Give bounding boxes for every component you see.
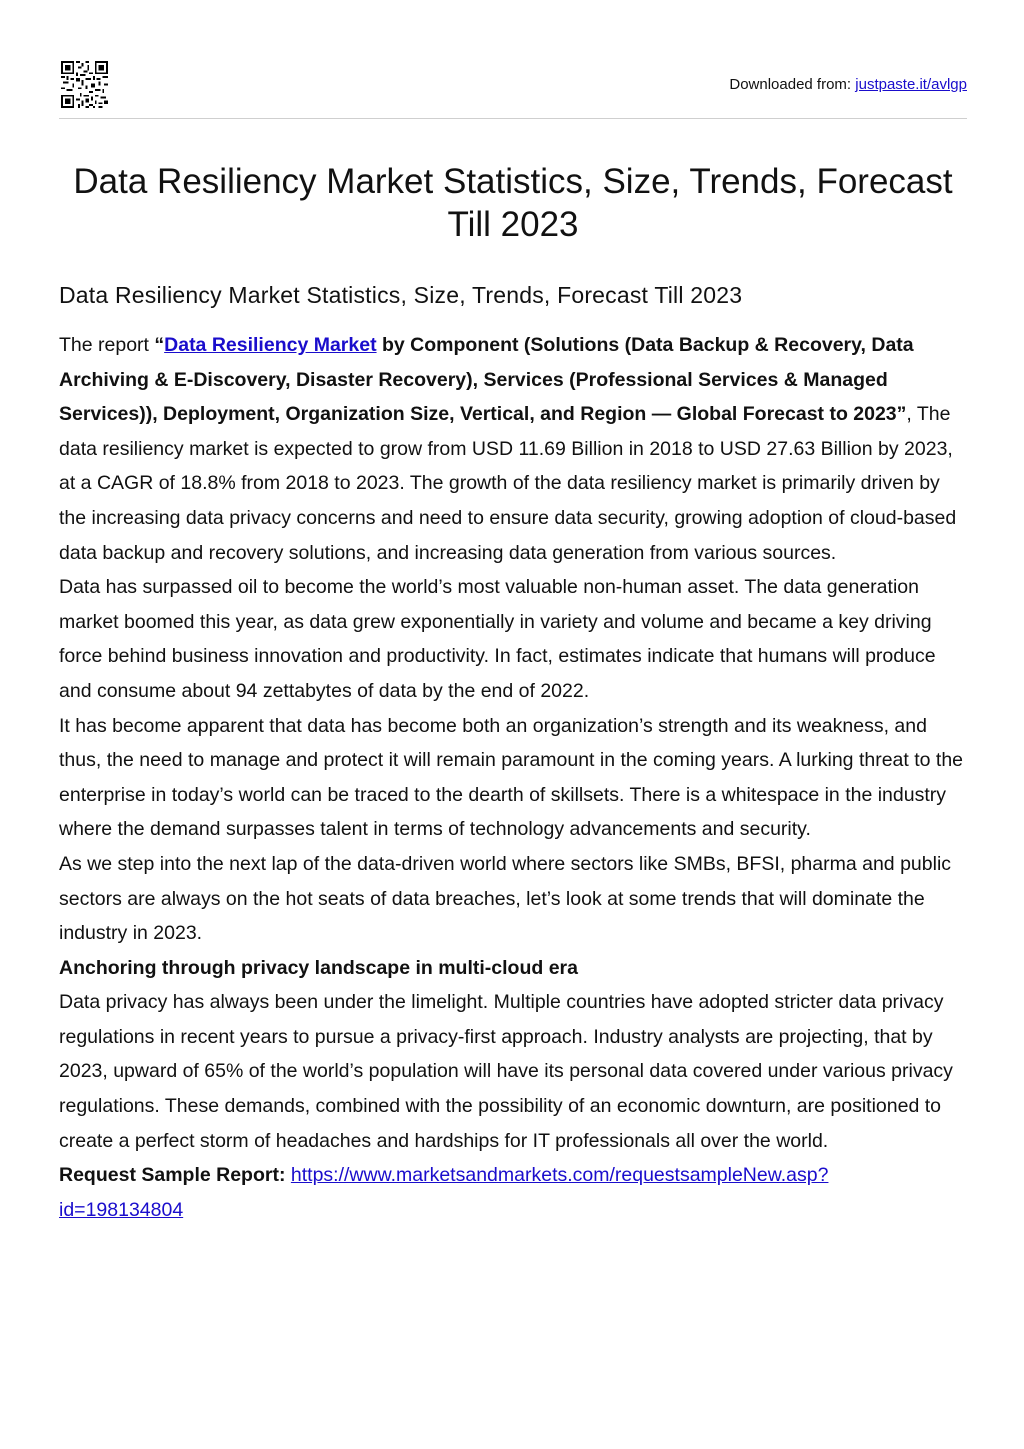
body-paragraph: Data has surpassed oil to become the world’s most valuable non-human asset. The data generation market boomed this year, as data grew exponentially in variety and volume and became a key driving force behind business innovation and productivity. In fact, estimates indicate that humans will produce and consume about 94 zettabytes of data by the end of 2022. (59, 576, 936, 702)
market-link[interactable] (164, 334, 376, 356)
article-body (59, 328, 971, 1227)
body-paragraph: It has become apparent that data has become both an organization’s strength and its weakness, and thus, the need to manage and protect it will remain paramount in the coming years. A lurking threat to the enterprise in today’s world can be traced to the dearth of skillsets. There is a whitespace in the industry where the demand surpasses talent in terms of technology advancements and security. (59, 714, 964, 841)
intro-lead: The report (59, 334, 155, 356)
market-link-text: Data Resiliency Market (164, 334, 377, 356)
body-paragraph: As we step into the next lap of the data-driven world where sectors like SMBs, BFSI, pharma and public sectors are always on the hot seats of data breaches, let’s look at some trends that will dominate the industry in 2023. (59, 852, 952, 945)
source-link[interactable]: justpaste.it/avlgp (855, 76, 967, 93)
report-title: by Component (Solutions (Data Backup & Recovery, Data Archiving & E-Discovery, Disaster Recovery), Services (Professional Services & Managed Services)), Deployment, Organization Size, Vertical, and Region — Global Forecast to 2023” (59, 334, 914, 426)
downloaded-from (729, 76, 967, 93)
request-sample (59, 1158, 971, 1227)
page-title: Data Resiliency Market Statistics, Size, Trends, Forecast Till 2023 (73, 162, 953, 244)
section-paragraph: Data privacy has always been under the limelight. Multiple countries have adopted stricter data privacy regulations in recent years to pursue a privacy-first approach. Industry analysts are projecting, that by 2023, upward of 65% of the world’s population will have its personal data covered under various privacy regulations. These demands, combined with the possibility of an economic downturn, are positioned to create a perfect storm of headaches and hardships for IT professionals all over the world. (59, 991, 953, 1152)
quote-open: “ (154, 334, 165, 356)
intro-paragraph (59, 328, 971, 570)
request-link-line2: id=198134804 (59, 1198, 184, 1221)
page-header (59, 60, 967, 119)
section-heading-text: Anchoring through privacy landscape in multi-cloud era (59, 956, 578, 979)
intro-rest: , The data resiliency market is expected to grow from USD 11.69 Billion in 2018 to USD 27.63 Billion by 2023, at a CAGR of 18.8% from 2018 to 2023. The growth of the data resiliency market is primarily driven by the increasing data privacy concerns and need to ensure data security, growing adoption of cloud-based data backup and recovery solutions, and increasing data generation from various sources. (59, 403, 957, 564)
downloaded-label: Downloaded from: (729, 76, 852, 93)
section-heading (59, 951, 971, 986)
qr-code-icon (61, 61, 108, 108)
page-subtitle: Data Resiliency Market Statistics, Size, Trends, Forecast Till 2023 (59, 282, 743, 308)
request-label: Request Sample Report: (59, 1164, 286, 1187)
request-link-line1: https://www.marketsandmarkets.com/requestsampleNew.asp? (290, 1164, 829, 1187)
